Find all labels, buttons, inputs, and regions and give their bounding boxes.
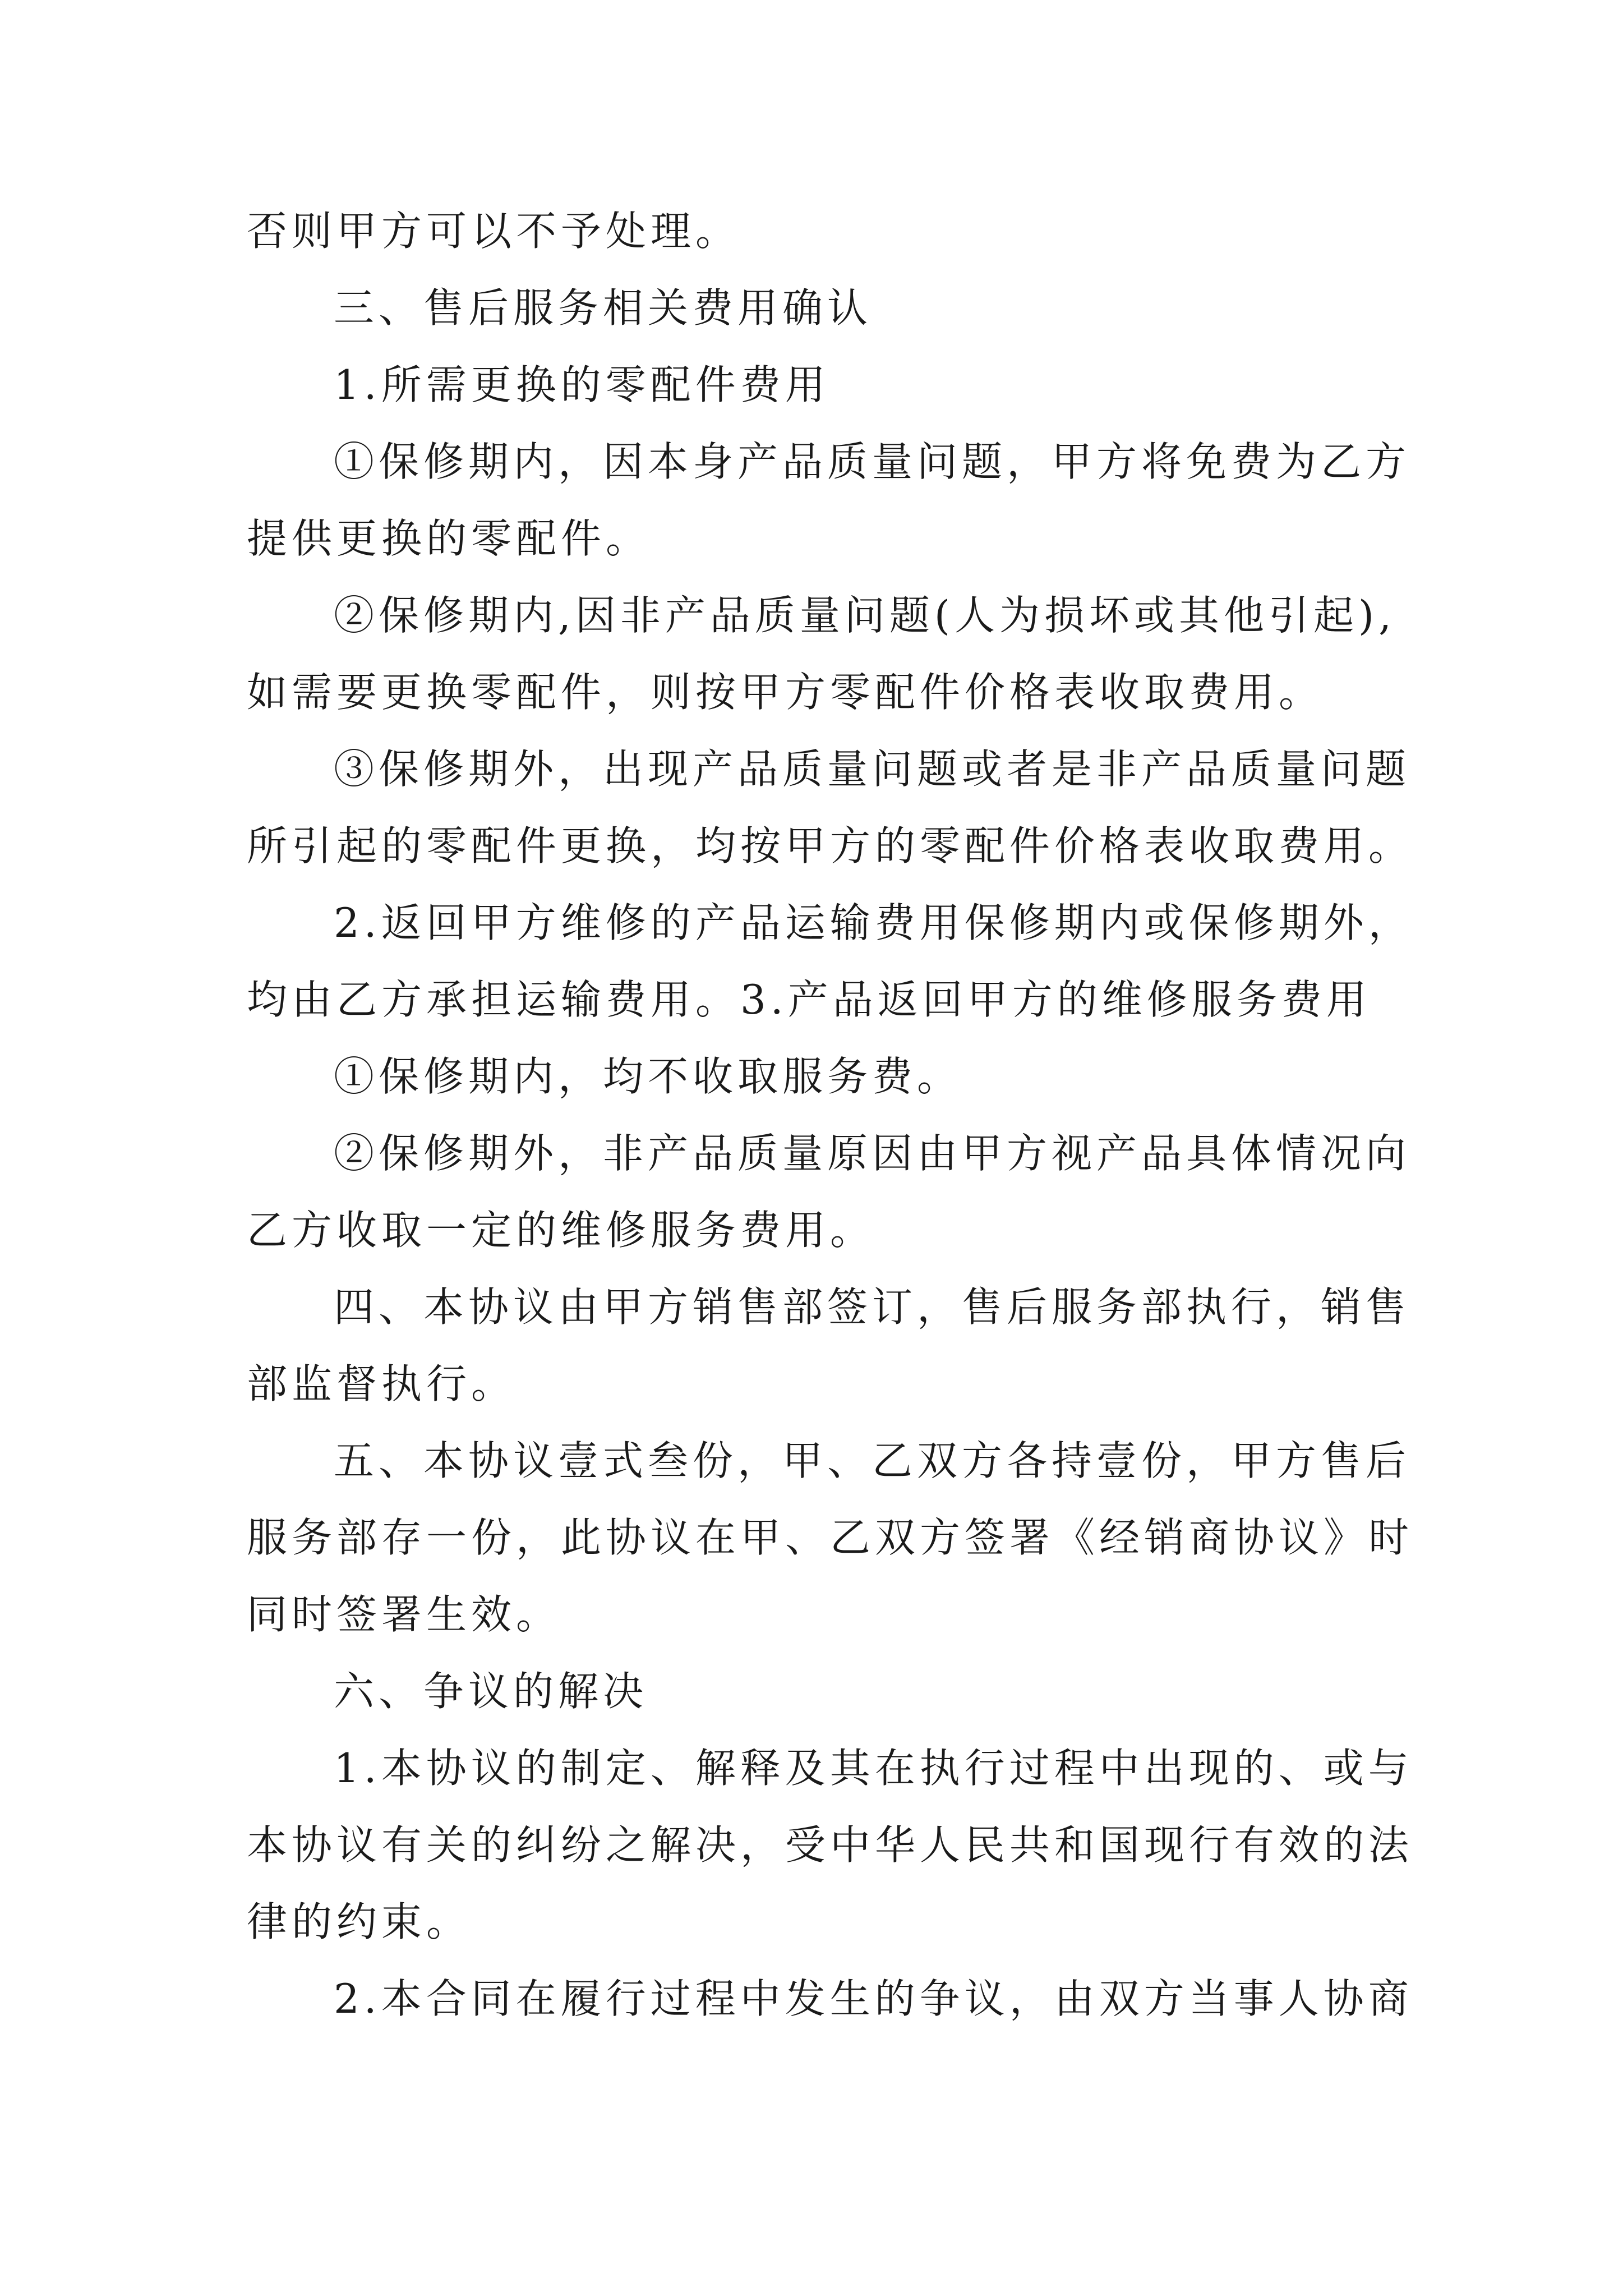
text-line: 2.本合同在履行过程中发生的争议，由双方当事人协商 — [334, 1975, 1413, 2022]
text-line: ②保修期内,因非产品质量问题(人为损坏或其他引起), — [334, 592, 1396, 639]
text-line: ①保修期内，均不收取服务费。 — [334, 1053, 962, 1100]
section-heading: 六、争议的解决 — [334, 1668, 648, 1715]
text-line: 所引起的零配件更换，均按甲方的零配件价格表收取费用。 — [247, 822, 1414, 869]
text-line: 如需要更换零配件，则按甲方零配件价格表收取费用。 — [247, 669, 1324, 716]
text-line: 同时签署生效。 — [247, 1591, 561, 1638]
section-heading: 五、本协议壹式叁份，甲、乙双方各持壹份，甲方售后 — [334, 1437, 1411, 1484]
section-heading: 三、售后服务相关费用确认 — [334, 284, 873, 332]
text-line: 部监督执行。 — [247, 1360, 517, 1407]
text-line: 服务部存一份，此协议在甲、乙双方签署《经销商协议》时 — [247, 1514, 1414, 1561]
text-line: 律的约束。 — [247, 1898, 472, 1945]
text-line: 否则甲方可以不予处理。 — [247, 208, 741, 255]
text-line: 1.所需更换的零配件费用 — [334, 361, 830, 408]
text-line: 2.返回甲方维修的产品运输费用保修期内或保修期外， — [334, 899, 1413, 946]
text-line: 本协议有关的纠纷之解决，受中华人民共和国现行有效的法 — [247, 1821, 1414, 1869]
text-line: 乙方收取一定的维修服务费用。 — [247, 1207, 875, 1254]
text-line: ①保修期内，因本身产品质量问题，甲方将免费为乙方 — [334, 438, 1411, 485]
text-line: ③保修期外，出现产品质量问题或者是非产品质量问题 — [334, 746, 1411, 793]
text-line: 均由乙方承担运输费用。3.产品返回甲方的维修服务费用 — [247, 976, 1371, 1023]
section-heading: 四、本协议由甲方销售部签订，售后服务部执行，销售 — [334, 1283, 1411, 1331]
text-line: ②保修期外，非产品质量原因由甲方视产品具体情况向 — [334, 1130, 1411, 1177]
text-line: 1.本协议的制定、解释及其在执行过程中出现的、或与 — [334, 1745, 1413, 1792]
text-line: 提供更换的零配件。 — [247, 515, 651, 562]
